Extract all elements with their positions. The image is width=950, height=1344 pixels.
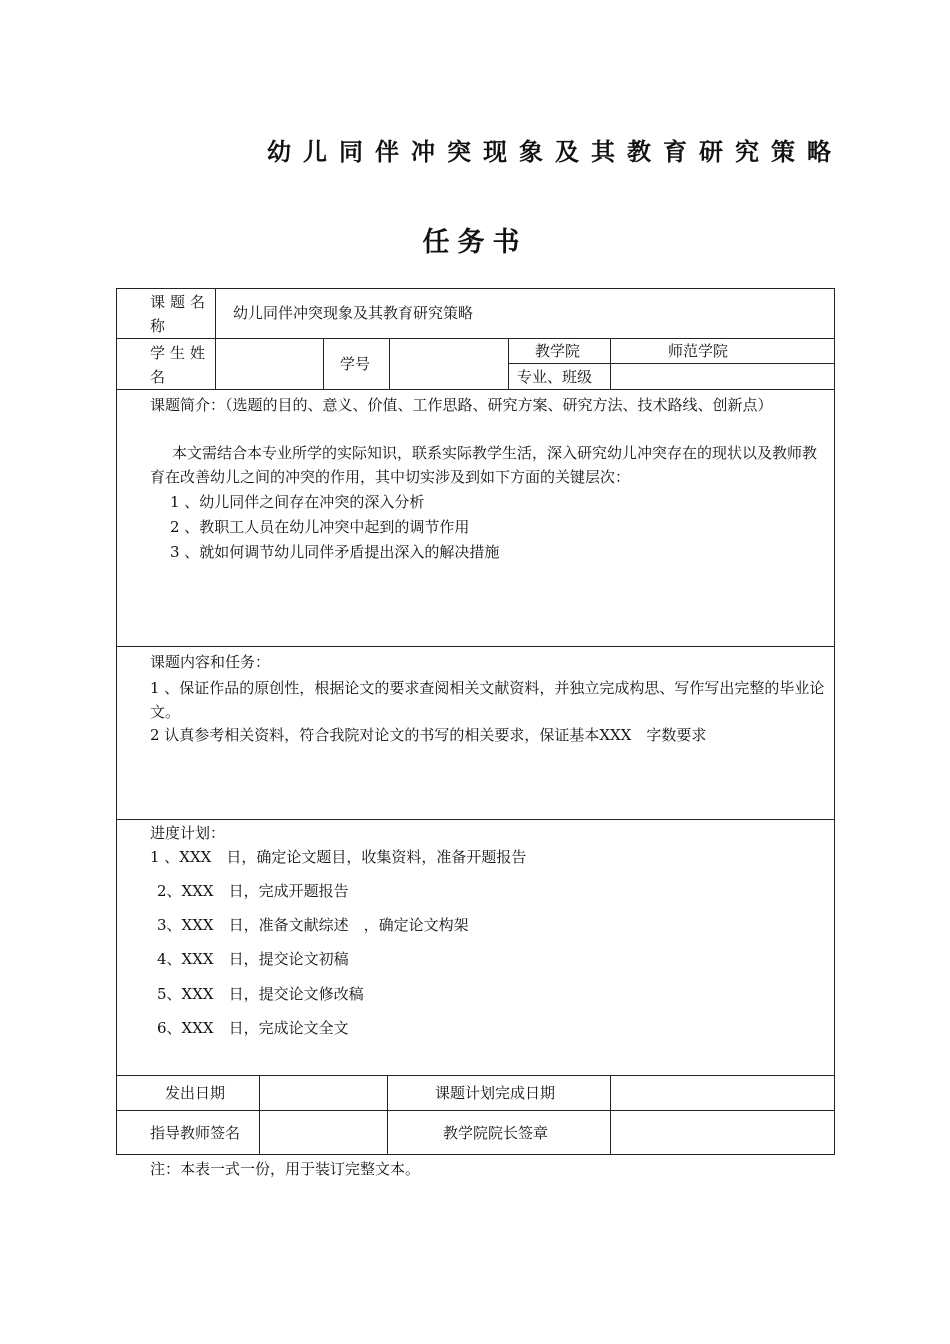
plan-item: 5、XXX 日，提交论文修改稿: [157, 985, 364, 1003]
issue-date-label: 发出日期: [165, 1084, 226, 1102]
student-label-line1: 学生姓: [150, 344, 211, 362]
dean-sign-value[interactable]: [618, 1123, 828, 1143]
intro-header: 课题简介：（选题的目的、意义、价值、工作思路、研究方案、研究方法、技术路线、创新点）: [150, 396, 773, 414]
plan-item: 3、XXX 日，准备文献综述 ，确定论文构架: [157, 916, 469, 934]
student-no-label: 学号: [340, 355, 371, 373]
table-col-divider: [387, 1075, 388, 1155]
intro-item: 3 、就如何调节幼儿同伴矛盾提出深入的解决措施: [170, 543, 500, 561]
major-value[interactable]: [618, 367, 828, 387]
table-row-divider: [116, 389, 835, 390]
intro-paragraph: 本文需结合本专业所学的实际知识，联系实际教学生活，深入研究幼儿冲突存在的现状以及教师教育在改善幼儿之间的冲突的作用，其中切实涉及到如下方面的关键层次：: [150, 444, 818, 486]
topic-label-line1: 课题名: [150, 293, 211, 311]
student-no-value[interactable]: [396, 354, 502, 374]
advisor-sign-label: 指导教师签名: [150, 1124, 241, 1142]
plan-item: 1 、XXX 日，确定论文题目，收集资料，准备开题报告: [150, 848, 527, 866]
topic-value: 幼儿同伴冲突现象及其教育研究策略: [233, 304, 474, 322]
table-col-divider: [323, 338, 324, 390]
college-value: 师范学院: [668, 342, 729, 360]
major-label: 专业、班级: [517, 368, 593, 386]
dean-sign-label: 教学院院长签章: [443, 1124, 549, 1142]
document-subtitle: 任务书: [422, 227, 528, 258]
student-name-value[interactable]: [222, 354, 318, 374]
intro-item: 2 、教职工人员在幼儿冲突中起到的调节作用: [170, 518, 470, 536]
footnote: 注：本表一式一份，用于装订完整文本。: [150, 1160, 421, 1178]
college-label: 教学院: [535, 342, 581, 360]
table-row-divider: [116, 819, 835, 820]
plan-done-value[interactable]: [618, 1083, 828, 1103]
table-border-right: [834, 288, 835, 1155]
issue-date-value[interactable]: [266, 1083, 381, 1103]
table-col-divider: [610, 338, 611, 390]
table-row-divider: [116, 1110, 835, 1111]
table-col-divider: [215, 288, 216, 390]
table-row-divider: [508, 363, 835, 364]
table-col-divider: [389, 338, 390, 390]
content-header: 课题内容和任务：: [150, 653, 271, 671]
intro-item: 1 、幼儿同伴之间存在冲突的深入分析: [170, 493, 425, 511]
table-border-top: [116, 288, 835, 289]
table-row-divider: [116, 1075, 835, 1076]
table-col-divider: [259, 1075, 260, 1155]
content-item-2: 2 认真参考相关资料，符合我院对论文的书写的相关要求，保证基本XXX 字数要求: [150, 726, 707, 744]
plan-header: 进度计划：: [150, 824, 226, 842]
table-row-divider: [116, 338, 835, 339]
table-col-divider: [508, 338, 509, 390]
student-label-line2: 名: [150, 368, 166, 386]
table-col-divider: [610, 1075, 611, 1155]
table-row-divider: [116, 646, 835, 647]
plan-item: 6、XXX 日，完成论文全文: [157, 1019, 349, 1037]
content-item-1: 1 、保证作品的原创性，根据论文的要求查阅相关文献资料，并独立完成构思、写作写出完整的毕业论文。: [150, 679, 825, 721]
table-border-left: [116, 288, 117, 1155]
plan-item: 2、XXX 日，完成开题报告: [157, 882, 349, 900]
advisor-sign-value[interactable]: [266, 1123, 381, 1143]
topic-label-line2: 称: [150, 317, 166, 335]
plan-item: 4、XXX 日，提交论文初稿: [157, 950, 349, 968]
table-border-bottom: [116, 1154, 835, 1155]
plan-done-label: 课题计划完成日期: [435, 1084, 556, 1102]
